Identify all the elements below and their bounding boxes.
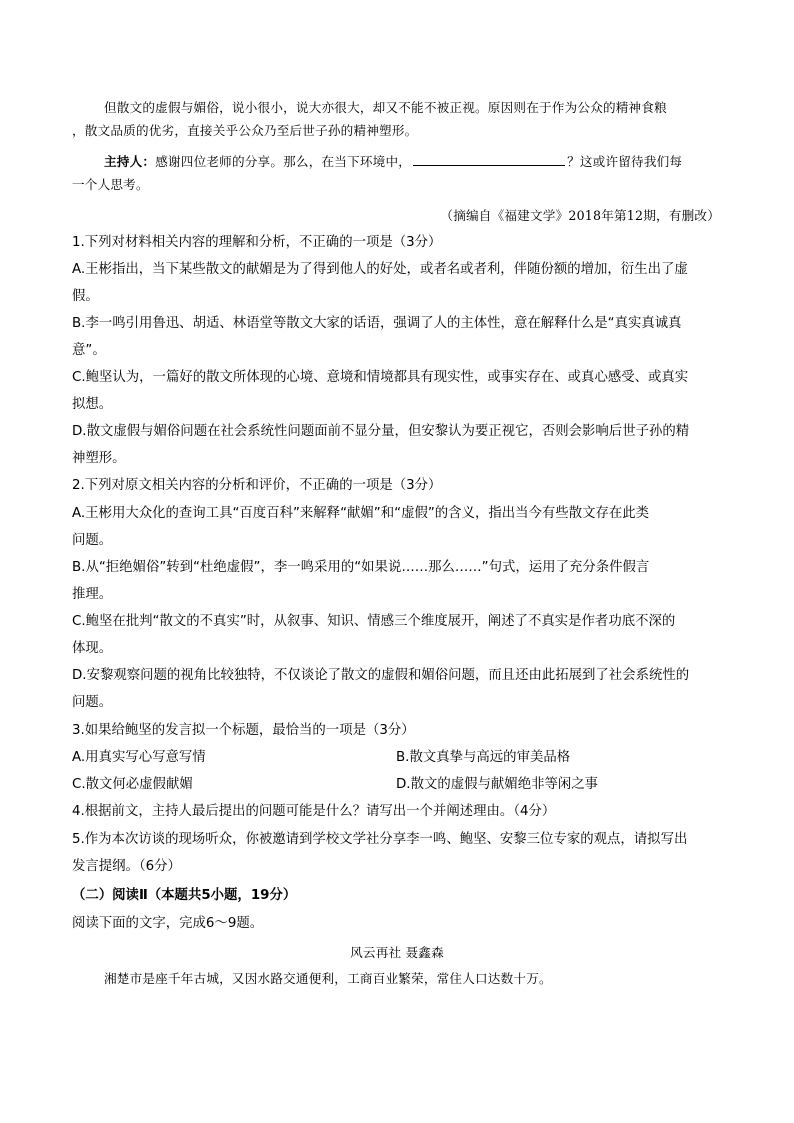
q1-option-c-line1: C.鲍坚认为，一篇好的散文所体现的心境、意境和情境都具有现实性，或事实存在、或真心感受、或真实	[72, 370, 689, 385]
q3-option-b: B.散文真挚与高远的审美品格	[396, 750, 571, 765]
intro-para1-line1: 但散文的虚假与媚俗，说小很小，说大亦很大，却又不能不被正视。原因则在于作为公众的精神食粮	[104, 100, 667, 115]
q1-option-c-line2: 拟想。	[72, 397, 113, 412]
story-title: 风云再社 聂鑫森	[350, 945, 444, 960]
q4-stem: 4.根据前文，主持人最后提出的问题可能是什么？请写出一个并阐述理由。（4分）	[72, 804, 556, 819]
q1-option-d-line1: D.散文虚假与媚俗问题在社会系统性问题面前不显分量，但安黎认为要正视它，否则会影响后世子孙的精	[72, 424, 690, 439]
intro-para1-line2: ，散文品质的优劣，直接关乎公众乃至后世子孙的精神塑形。	[72, 123, 418, 138]
story-line1: 湘楚市是座千年古城，又因水路交通便利，工商百业繁荣，常住人口达数十万。	[104, 971, 552, 986]
q5-line1: 5.作为本次访谈的现场听众，你被邀请到学校文学社分享李一鸣、鲍坚、安黎三位专家的观点，请拟写出	[72, 832, 688, 847]
q2-option-b-line1: B.从“拒绝媚俗”转到“杜绝虚假”，李一鸣采用的“如果说……那么……”句式，运用了充分条件假言	[72, 560, 650, 575]
q1-option-a-line1: A.王彬指出，当下某些散文的献媚是为了得到他人的好处，或者名或者利，伴随份额的增加，衍生出了虚	[72, 262, 688, 277]
q2-option-d-line1: D.安黎观察问题的视角比较独特，不仅谈论了散文的虚假和媚俗问题，而且还由此拓展到了社会系统性的	[72, 668, 690, 683]
q1-stem: 1.下列对材料相关内容的理解和分析，不正确的一项是（3分）	[72, 235, 442, 250]
host-question	[104, 151, 744, 173]
q2-option-b-line2: 推理。	[72, 587, 113, 602]
source-citation: （摘编自《福建文学》2018年第12期，有删改）	[440, 208, 720, 223]
q1-option-b-line2: 意”。	[72, 343, 106, 358]
q3-stem: 3.如果给鲍坚的发言拟一个标题，最恰当的一项是（3分）	[72, 723, 415, 738]
q2-option-a-line1: A.王彬用大众化的查询工具“百度百科”来解释“献媚”和“虚假”的含义，指出当今有些散文存在此类	[72, 506, 650, 521]
q1-option-a-line2: 假。	[72, 289, 99, 304]
host-line2: 一个人思考。	[72, 177, 149, 192]
q2-stem: 2.下列对原文相关内容的分析和评价，不正确的一项是（3分）	[72, 478, 442, 493]
q1-option-b-line1: B.李一鸣引用鲁迅、胡适、林语堂等散文大家的话语，强调了人的主体性，意在解释什么是“真实真诚真	[72, 316, 682, 331]
section2-heading: （二）阅读Ⅱ（本题共5小题，19分）	[72, 888, 297, 903]
q2-option-a-line2: 问题。	[72, 533, 113, 548]
q1-option-d-line2: 神塑形。	[72, 451, 126, 466]
q3-option-c: C.散文何必虚假献媚	[72, 777, 193, 792]
host-text-a: 感谢四位老师的分享。那么，在当下环境中，	[155, 154, 412, 169]
q2-option-d-line2: 问题。	[72, 695, 113, 710]
answer-blank	[413, 153, 565, 166]
host-label: 主持人：	[104, 154, 156, 169]
q3-options-row2	[72, 772, 732, 798]
q3-options-row1	[72, 745, 732, 771]
q2-option-c-line2: 体现。	[72, 641, 113, 656]
q2-option-c-line1: C.鲍坚在批判“散文的不真实”时，从叙事、知识、情感三个维度展开，阐述了不真实是作者功底不深的	[72, 614, 676, 629]
q3-option-d: D.散文的虚假与献媚绝非等闲之事	[396, 777, 599, 792]
q3-option-a: A.用真实写心写意写情	[72, 750, 206, 765]
host-text-b: ？这或许留待我们每	[567, 154, 683, 169]
q5-line2: 发言提纲。（6分）	[72, 859, 181, 874]
section2-instruction: 阅读下面的文字，完成6～9题。	[72, 916, 264, 931]
